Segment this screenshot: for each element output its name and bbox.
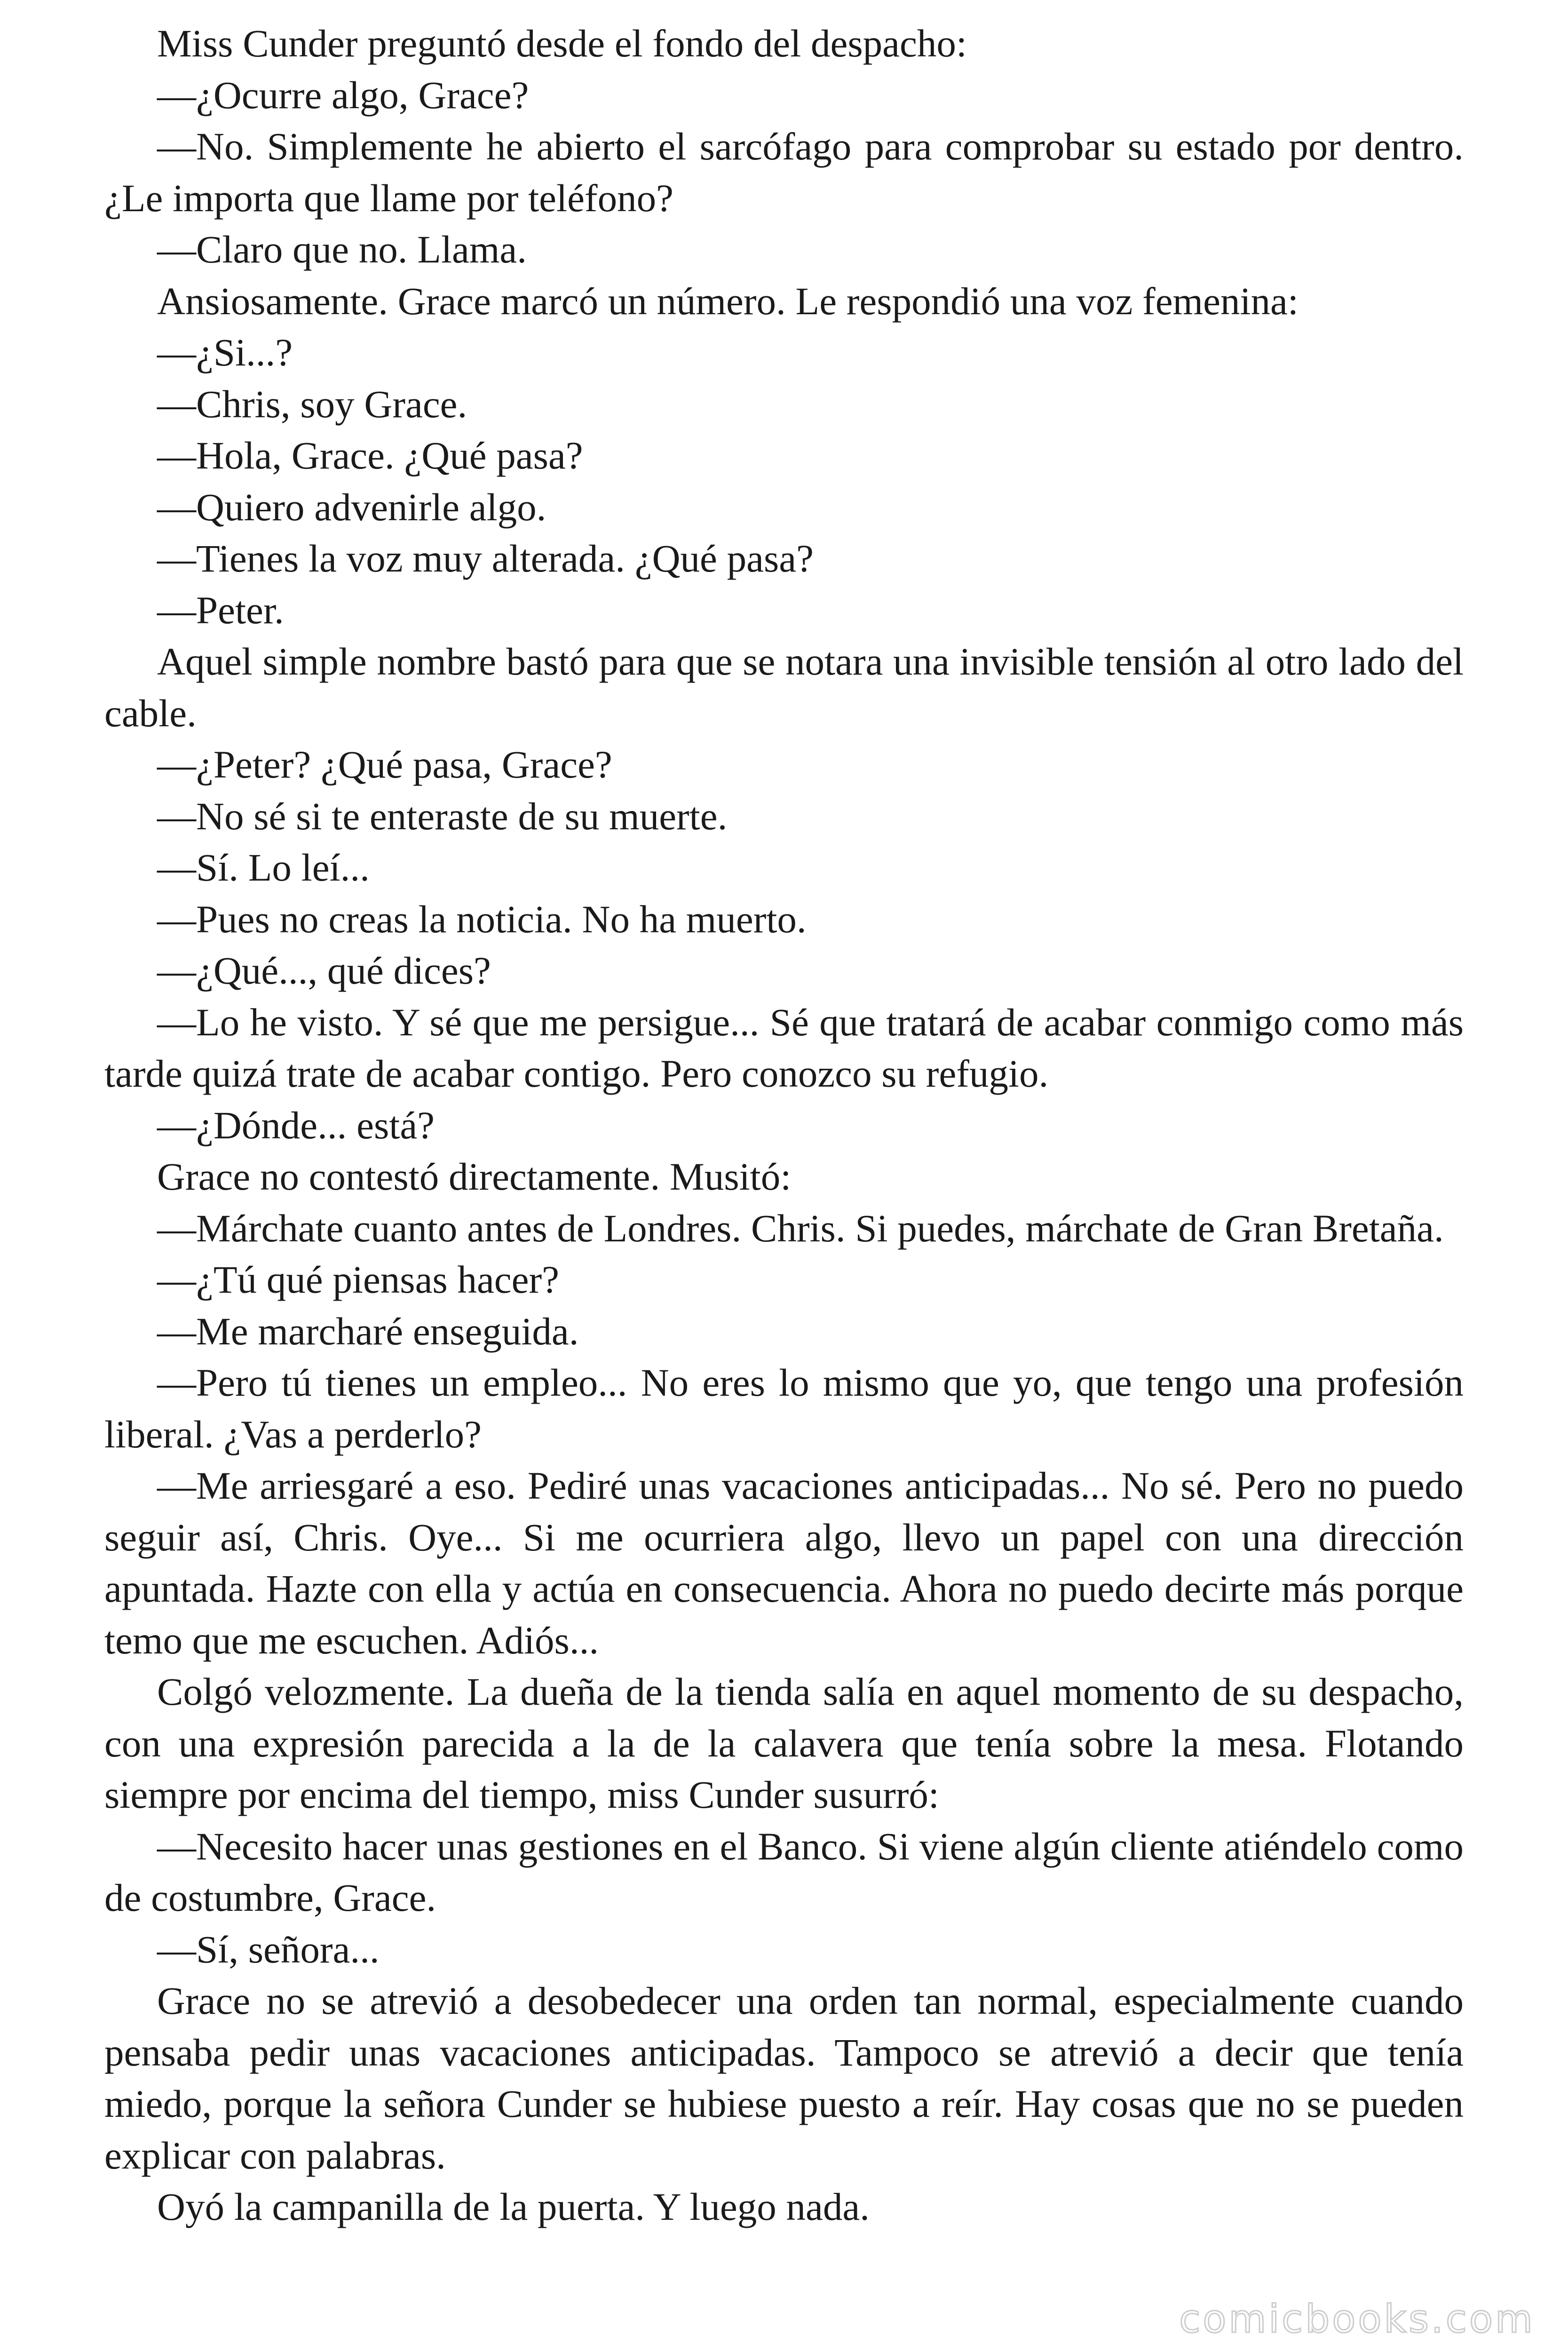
paragraph: Oyó la campanilla de la puerta. Y luego nada. (157, 2185, 870, 2228)
dialogue-line: —Peter. (157, 588, 284, 632)
dialogue-line: —Claro que no. Llama. (157, 228, 527, 271)
paragraph: Miss Cunder preguntó desde el fondo del despacho: (157, 22, 967, 65)
dialogue-line: —¿Qué..., qué dices? (157, 949, 491, 992)
paragraph: Colgó velozmente. La dueña de la tienda salía en aquel momento de su despacho, con una expresión parecida a la de la calavera que tenía sobre la mesa. Flotando siempre por encima del tiempo, miss Cunder susurró: (104, 1670, 1464, 1816)
dialogue-line: —¿Dónde... está? (157, 1103, 435, 1147)
dialogue-line: —Quiero advenirle algo. (157, 485, 546, 529)
dialogue-line: —Pero tú tienes un empleo... No eres lo mismo que yo, que tengo una profesión liberal. ¿Vas a perderlo? (104, 1361, 1464, 1456)
watermark: comicbooks.com (1179, 2297, 1535, 2342)
dialogue-line: —No. Simplemente he abierto el sarcófago para comprobar su estado por dentro. ¿Le importa que llame por teléfono? (104, 125, 1464, 220)
dialogue-line: —Sí. Lo leí... (157, 846, 370, 889)
paragraph: Grace no se atrevió a desobedecer una orden tan normal, especialmente cuando pensaba pedir unas vacaciones anticipadas. Tampoco se atrevió a decir que tenía miedo, porque la señora Cunder se hubiese puesto a reír. Hay cosas que no se pueden explicar con palabras. (104, 1979, 1464, 2177)
dialogue-line: —Hola, Grace. ¿Qué pasa? (157, 434, 583, 477)
body-text (104, 18, 1464, 2233)
dialogue-line: —Lo he visto. Y sé que me persigue... Sé que tratará de acabar conmigo como más tarde quizá trate de acabar contigo. Pero conozco su refugio. (104, 1000, 1464, 1095)
paragraph: Grace no contestó directamente. Musitó: (157, 1155, 792, 1198)
dialogue-line: —No sé si te enteraste de su muerte. (157, 794, 728, 838)
dialogue-line: —Me marcharé enseguida. (157, 1309, 579, 1353)
dialogue-line: —Pues no creas la noticia. No ha muerto. (157, 897, 807, 941)
dialogue-line: —¿Tú qué piensas hacer? (157, 1258, 559, 1301)
dialogue-line: —¿Ocurre algo, Grace? (157, 73, 529, 117)
dialogue-line: —Sí, señora... (157, 1927, 380, 1971)
dialogue-line: —Márchate cuanto antes de Londres. Chris. Si puedes, márchate de Gran Bretaña. (157, 1206, 1444, 1250)
dialogue-line: —¿Peter? ¿Qué pasa, Grace? (157, 743, 612, 786)
paragraph: Aquel simple nombre bastó para que se notara una invisible tensión al otro lado del cable. (104, 640, 1464, 735)
dialogue-line: —Chris, soy Grace. (157, 382, 467, 426)
dialogue-line: —Tienes la voz muy alterada. ¿Qué pasa? (157, 537, 814, 580)
dialogue-line: —Necesito hacer unas gestiones en el Banco. Si viene algún cliente atiéndelo como de costumbre, Grace. (104, 1824, 1464, 1919)
dialogue-line: —Me arriesgaré a eso. Pediré unas vacaciones anticipadas... No sé. Pero no puedo seguir así, Chris. Oye... Si me ocurriera algo, llevo un papel con una dirección apuntada. Hazte con ella y actúa en consecuencia. Ahora no puedo decirte más porque temo que me escuchen. Adiós... (104, 1464, 1464, 1662)
paragraph: Ansiosamente. Grace marcó un número. Le respondió una voz femenina: (157, 279, 1299, 323)
dialogue-line: —¿Si...? (157, 331, 293, 374)
